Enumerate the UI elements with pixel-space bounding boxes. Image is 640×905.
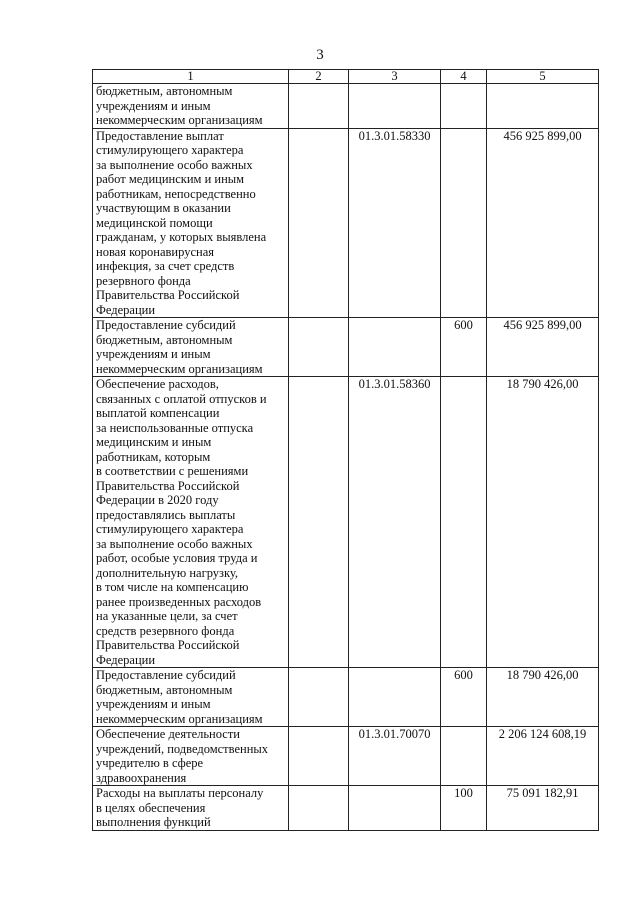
expense-type-code: 100 <box>441 786 487 831</box>
cell-col-2 <box>289 128 349 318</box>
description-line: стимулирующего характера <box>96 522 244 536</box>
header-col-5: 5 <box>487 70 599 84</box>
header-col-1: 1 <box>93 70 289 84</box>
description-line: ранее произведенных расходов <box>96 594 262 609</box>
cell-col-2 <box>289 668 349 727</box>
description-line: учреждений, подведомственных <box>96 741 269 756</box>
amount: 2 206 124 608,19 <box>487 727 599 786</box>
expense-type-code <box>441 377 487 668</box>
table-row <box>93 84 599 129</box>
table-row <box>93 786 599 831</box>
description-line: Правительства Российской <box>96 638 240 652</box>
description-line: учредителю в сфере <box>96 756 204 770</box>
description-line: за выполнение особо важных <box>96 157 253 172</box>
row-description <box>93 377 289 668</box>
description-line: Обеспечение расходов, <box>96 377 219 391</box>
description-line: работникам, которым <box>96 449 211 464</box>
description-line: участвующим в оказании <box>96 201 231 215</box>
description-line: Обеспечение деятельности <box>96 727 241 741</box>
description-line: работ, особые условия труда и <box>96 551 258 565</box>
amount <box>487 84 599 129</box>
table-row <box>93 727 599 786</box>
description-line: гражданам, у которых выявлена <box>96 230 267 244</box>
target-article-code: 01.3.01.70070 <box>349 727 441 786</box>
amount: 18 790 426,00 <box>487 668 599 727</box>
description-line: Федерации в 2020 году <box>96 493 219 507</box>
description-line: Предоставление выплат <box>96 128 224 143</box>
description-line: Федерации <box>96 302 156 317</box>
table-row <box>93 668 599 727</box>
expense-type-code <box>441 128 487 318</box>
cell-col-2 <box>289 727 349 786</box>
description-line: Правительства Российской <box>96 288 240 302</box>
description-line: инфекция, за счет средств <box>96 259 235 273</box>
description-line: связанных с оплатой отпусков и <box>96 391 267 406</box>
description-line: дополнительную нагрузку, <box>96 565 239 580</box>
description-line: учреждениям и иным <box>96 697 211 711</box>
cell-col-2 <box>289 318 349 377</box>
description-line: работ медицинским и иным <box>96 172 245 186</box>
amount: 456 925 899,00 <box>487 318 599 377</box>
description-line: Правительства Российской <box>96 478 240 493</box>
row-description <box>93 727 289 786</box>
description-line: средств резервного фонда <box>96 623 235 638</box>
description-line: некоммерческим организациям <box>96 711 263 726</box>
description-line: учреждениям и иным <box>96 347 211 361</box>
target-article-code <box>349 668 441 727</box>
target-article-code <box>349 786 441 831</box>
description-line: резервного фонда <box>96 273 191 288</box>
description-line: на указанные цели, за счет <box>96 609 238 623</box>
description-line: выплатой компенсации <box>96 406 220 420</box>
row-description <box>93 84 289 129</box>
description-line: новая коронавирусная <box>96 244 214 259</box>
description-line: бюджетным, автономным <box>96 332 233 347</box>
amount: 18 790 426,00 <box>487 377 599 668</box>
cell-col-2 <box>289 786 349 831</box>
budget-table <box>92 69 599 831</box>
description-line: за неиспользованные отпуска <box>96 420 254 435</box>
amount: 75 091 182,91 <box>487 786 599 831</box>
description-line: Расходы на выплаты персоналу <box>96 786 264 800</box>
page-number: 3 <box>316 47 324 63</box>
cell-col-2 <box>289 377 349 668</box>
expense-type-code: 600 <box>441 668 487 727</box>
header-col-3: 3 <box>349 70 441 84</box>
description-line: медицинской помощи <box>96 215 213 230</box>
description-line: стимулирующего характера <box>96 143 244 157</box>
description-line: некоммерческим организациям <box>96 361 263 376</box>
description-line: медицинским и иным <box>96 435 212 449</box>
description-line: в целях обеспечения <box>96 800 206 815</box>
description-line: учреждениям и иным <box>96 98 211 113</box>
amount: 456 925 899,00 <box>487 128 599 318</box>
description-line: Предоставление субсидий <box>96 318 236 332</box>
description-line: Предоставление субсидий <box>96 668 236 682</box>
description-line: некоммерческим организациям <box>96 113 263 127</box>
header-col-4: 4 <box>441 70 487 84</box>
description-line: Федерации <box>96 652 156 667</box>
expense-type-code: 600 <box>441 318 487 377</box>
description-line: в соответствии с решениями <box>96 464 249 478</box>
expense-type-code <box>441 84 487 129</box>
table-body <box>93 84 599 831</box>
description-line: выполнения функций <box>96 815 211 829</box>
target-article-code <box>349 318 441 377</box>
table-row <box>93 318 599 377</box>
header-col-2: 2 <box>289 70 349 84</box>
description-line: здравоохранения <box>96 770 187 785</box>
table-row <box>93 377 599 668</box>
target-article-code: 01.3.01.58330 <box>349 128 441 318</box>
cell-col-2 <box>289 84 349 129</box>
row-description <box>93 318 289 377</box>
description-line: за выполнение особо важных <box>96 536 253 551</box>
expense-type-code <box>441 727 487 786</box>
description-line: предоставлялись выплаты <box>96 507 236 522</box>
table-row <box>93 128 599 318</box>
description-line: бюджетным, автономным <box>96 84 233 98</box>
description-line: бюджетным, автономным <box>96 682 233 697</box>
target-article-code <box>349 84 441 129</box>
row-description <box>93 128 289 318</box>
description-line: в том числе на компенсацию <box>96 580 249 594</box>
row-description <box>93 668 289 727</box>
description-line: работникам, непосредственно <box>96 186 256 201</box>
row-description <box>93 786 289 831</box>
target-article-code: 01.3.01.58360 <box>349 377 441 668</box>
header-row <box>93 70 599 84</box>
